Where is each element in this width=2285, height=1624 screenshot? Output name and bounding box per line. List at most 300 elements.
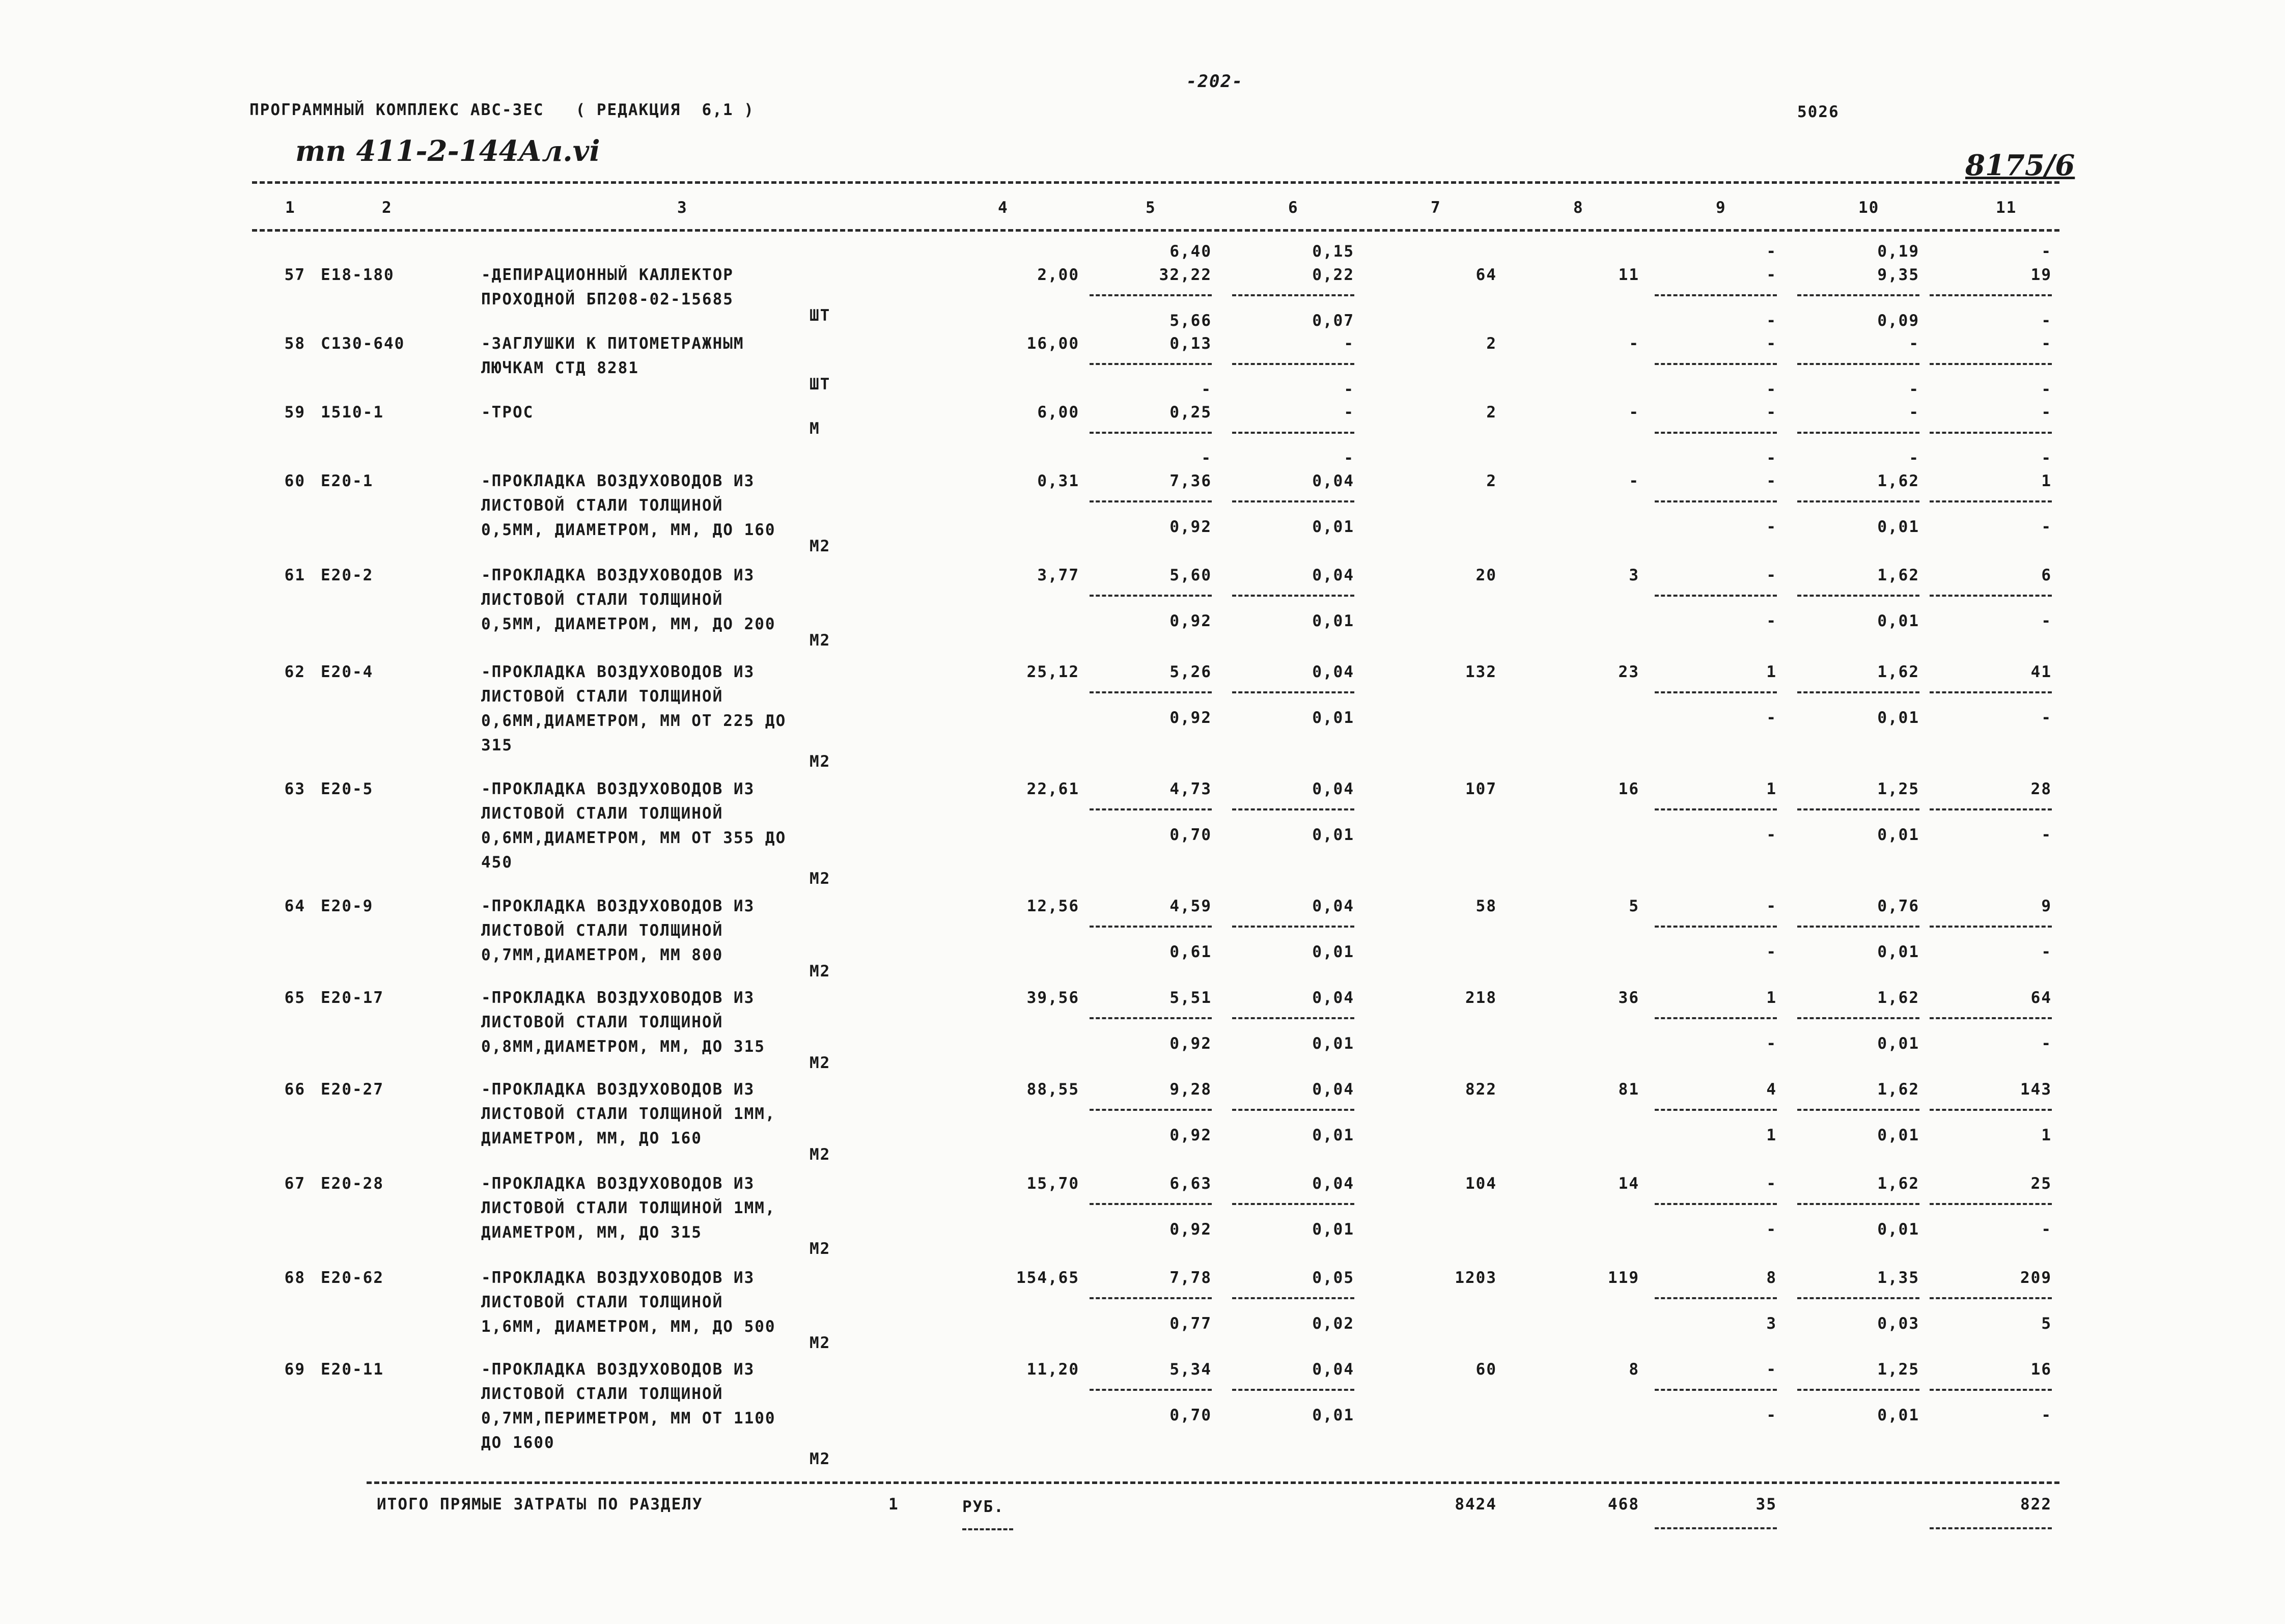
row-description-line: ЛИСТОВОЙ СТАЛИ ТОЛЩИНОЙ 1ММ, [481,1105,776,1123]
row-col6-main: 0,04 [1312,897,1354,915]
row-col11-main: 41 [2030,663,2052,681]
row-description-line: -ПРОКЛАДКА ВОЗДУХОВОДОВ ИЗ [481,1080,755,1099]
row-col5-rule [1090,595,1212,597]
row-col11-main: 25 [2030,1174,2052,1193]
row-col6-rule [1232,1017,1354,1019]
row-col6-main: 0,04 [1312,989,1354,1007]
row-description-line: -ПРОКЛАДКА ВОЗДУХОВОДОВ ИЗ [481,1269,755,1287]
row-col5-sub: 0,92 [1169,1034,1212,1053]
row-col11-rule [1930,808,2052,810]
total-col11: 822 [2020,1495,2052,1514]
row-col6-rule [1232,294,1354,296]
row-col9-main: - [1766,897,1777,915]
row-col7: 104 [1465,1174,1497,1193]
row-description-line: ЛИСТОВОЙ СТАЛИ ТОЛЩИНОЙ [481,591,723,609]
row-unit: ШТ [810,375,831,394]
row-col9-main: - [1766,266,1777,284]
row-col5-main: 32,22 [1159,266,1212,284]
row-col9-main: - [1766,334,1777,353]
row-col10-main: 1,62 [1877,472,1919,490]
row-col4: 16,00 [1026,334,1079,353]
row-col10-sub: 0,01 [1877,1126,1919,1144]
row-description-line: ЛИСТОВОЙ СТАЛИ ТОЛЩИНОЙ [481,921,723,940]
row-col6-rule [1232,1389,1354,1391]
row-col5-rule [1090,926,1212,928]
row-col11-main: 16 [2030,1360,2052,1379]
row-col6-rule [1232,808,1354,810]
row-number: 57 [284,266,305,284]
row-col10-main: 1,25 [1877,1360,1919,1379]
row-col8: 23 [1618,663,1639,681]
column-header-10: 10 [1858,199,1880,217]
row-col9-rule [1655,691,1777,693]
row-col6-main: 0,04 [1312,780,1354,798]
row-col11-rule [1930,926,2052,928]
row-col4: 22,61 [1026,780,1079,798]
row-col6-rule [1232,432,1354,434]
row-number: 65 [284,989,305,1007]
row-col10-main: 1,62 [1877,1174,1919,1193]
row-col11-rule [1930,1297,2052,1299]
row-col4: 88,55 [1026,1080,1079,1099]
row-col11-sub: - [2041,1406,2052,1424]
row-code: Е20-4 [321,663,374,681]
row-col9-main: - [1766,566,1777,584]
row-col11-main: - [2041,334,2052,353]
row-col5-rule [1090,1017,1212,1019]
row-unit: М2 [810,1334,831,1352]
row-col5-sub: 0,92 [1169,518,1212,536]
row-col9-sub: - [1766,449,1777,467]
row-col6-sub: 0,01 [1312,518,1354,536]
row-col6-rule [1232,595,1354,597]
row-col11-sub: - [2041,612,2052,630]
row-unit: М2 [810,870,831,888]
total-top-rule [367,1481,2059,1484]
row-col5-sub: - [1201,449,1212,467]
row-col7: 64 [1475,266,1497,284]
row-col11-rule [1930,691,2052,693]
column-header-2: 2 [382,199,393,217]
row-col5-rule [1090,1203,1212,1205]
currency-underline [962,1528,1013,1530]
row-unit: М2 [810,752,831,771]
row-col6-rule [1232,500,1354,502]
row-number: 60 [284,472,305,490]
row-col9-sub: - [1766,826,1777,844]
row-col10-sub: 0,01 [1877,943,1919,961]
row-col6-sub: 0,01 [1312,612,1354,630]
row-col6-sub: 0,02 [1312,1314,1354,1333]
row-col6-rule [1232,926,1354,928]
row-col10-sub: 0,01 [1877,612,1919,630]
column-header-9: 9 [1716,199,1726,217]
row-code: Е18-180 [321,266,395,284]
column-header-8: 8 [1573,199,1584,217]
row-col9-rule [1655,432,1777,434]
total-col8: 468 [1608,1495,1639,1514]
row-description-line: -ПРОКЛАДКА ВОЗДУХОВОДОВ ИЗ [481,897,755,915]
row-description-line: 0,5ММ, ДИАМЕТРОМ, ММ, ДО 200 [481,615,776,633]
row-col6-rule [1232,691,1354,693]
row-col10-sub: 0,01 [1877,709,1919,727]
row-col7: 60 [1475,1360,1497,1379]
row-description-line: -ПРОКЛАДКА ВОЗДУХОВОДОВ ИЗ [481,566,755,584]
row-col6-main: 0,04 [1312,566,1354,584]
row-unit: М2 [810,631,831,650]
row-description-line: 0,8ММ,ДИАМЕТРОМ, ММ, ДО 315 [481,1038,765,1056]
row-unit: М2 [810,962,831,981]
row-col11-main: 19 [2030,266,2052,284]
row-col8: 8 [1629,1360,1639,1379]
total-col7: 8424 [1455,1495,1497,1514]
row-col10-sub: 0,01 [1877,826,1919,844]
row-col9-main: 1 [1766,663,1777,681]
row-col10-rule [1797,1017,1919,1019]
row-col9-main: - [1766,403,1777,422]
row-col9-rule [1655,1109,1777,1111]
row-col4: 2,00 [1037,266,1079,284]
row-col5-sub: 0,92 [1169,612,1212,630]
row-number: 63 [284,780,305,798]
row-col11-rule [1930,1203,2052,1205]
row-col11-pre: - [2041,242,2052,261]
row-col5-rule [1090,808,1212,810]
row-number: 59 [284,403,305,422]
row-description-line: 0,6ММ,ДИАМЕТРОМ, ММ ОТ 225 ДО [481,712,787,730]
row-number: 67 [284,1174,305,1193]
row-col9-sub: - [1766,1406,1777,1424]
row-col6-sub: 0,01 [1312,943,1354,961]
sheet-code: 5026 [1797,103,1840,121]
column-header-11: 11 [1996,199,2017,217]
row-code: Е20-28 [321,1174,384,1193]
row-col8: 11 [1618,266,1639,284]
total-label: ИТОГО ПРЯМЫЕ ЗАТРАТЫ ПО РАЗДЕЛУ [377,1495,703,1514]
row-col5-rule [1090,1109,1212,1111]
row-col5-rule [1090,1389,1212,1391]
row-col5-sub: 0,70 [1169,826,1212,844]
row-col5-main: 7,78 [1169,1269,1212,1287]
row-col11-rule [1930,363,2052,365]
row-col10-rule [1797,808,1919,810]
row-col11-main: 143 [2020,1080,2052,1099]
row-col9-rule [1655,1297,1777,1299]
row-col11-sub: - [2041,709,2052,727]
row-col10-sub: 0,09 [1877,312,1919,330]
row-col9-main: - [1766,1360,1777,1379]
row-col4: 154,65 [1016,1269,1079,1287]
row-col5-main: 7,36 [1169,472,1212,490]
row-col10-main: 1,35 [1877,1269,1919,1287]
row-col5-main: 5,26 [1169,663,1212,681]
row-col6-sub: 0,01 [1312,1034,1354,1053]
row-col5-sub: 0,92 [1169,1220,1212,1239]
row-col6-sub: 0,01 [1312,709,1354,727]
row-col10-rule [1797,595,1919,597]
row-col8: - [1629,472,1639,490]
row-col8: - [1629,334,1639,353]
row-unit: М2 [810,1145,831,1164]
row-code: Е20-2 [321,566,374,584]
row-col6-main: 0,04 [1312,1174,1354,1193]
row-col10-sub: - [1909,449,1919,467]
row-col9-main: - [1766,472,1777,490]
row-col7: 20 [1475,566,1497,584]
row-description-line: 1,6ММ, ДИАМЕТРОМ, ММ, ДО 500 [481,1318,776,1336]
row-description-line: 450 [481,853,513,872]
row-description-line: -ПРОКЛАДКА ВОЗДУХОВОДОВ ИЗ [481,1360,755,1379]
row-col10-sub: - [1909,380,1919,399]
row-col9-rule [1655,595,1777,597]
row-col11-main: - [2041,403,2052,422]
row-code: С130-640 [321,334,405,353]
total-section: 1 [888,1495,899,1514]
header-top-rule [252,181,2059,184]
total-col9: 35 [1755,1495,1777,1514]
row-col5-main: 6,63 [1169,1174,1212,1193]
column-header-4: 4 [998,199,1009,217]
row-col11-rule [1930,595,2052,597]
row-col11-rule [1930,432,2052,434]
row-col5-rule [1090,1297,1212,1299]
row-col8: 3 [1629,566,1639,584]
row-description-line: ДО 1600 [481,1434,555,1452]
column-header-6: 6 [1288,199,1299,217]
row-col6-rule [1232,1297,1354,1299]
document-reference: тп 411-2-144Ал.vi [295,134,600,168]
row-col9-sub: - [1766,312,1777,330]
row-col6-main: 0,04 [1312,663,1354,681]
row-code: Е20-5 [321,780,374,798]
row-col7: 2 [1486,334,1497,353]
row-col7: 58 [1475,897,1497,915]
row-col6-rule [1232,1203,1354,1205]
row-col5-rule [1090,500,1212,502]
row-col10-rule [1797,294,1919,296]
row-col10-sub: 0,01 [1877,1034,1919,1053]
row-col11-sub: - [2041,380,2052,399]
row-col11-sub: - [2041,518,2052,536]
row-col6-sub: - [1344,380,1354,399]
row-col10-main: 0,76 [1877,897,1919,915]
row-description-line: ЛИСТОВОЙ СТАЛИ ТОЛЩИНОЙ [481,496,723,515]
row-col4: 3,77 [1037,566,1079,584]
row-col9-rule [1655,808,1777,810]
page-number: -202- [1186,71,1244,92]
row-code: Е20-9 [321,897,374,915]
row-col9-pre: - [1766,242,1777,261]
row-unit: М [810,419,820,438]
row-description-line: ЛИСТОВОЙ СТАЛИ ТОЛЩИНОЙ [481,687,723,706]
row-col9-sub: - [1766,380,1777,399]
row-col9-rule [1655,1203,1777,1205]
column-header-7: 7 [1431,199,1441,217]
row-code: Е20-62 [321,1269,384,1287]
row-description-line: 0,7ММ,ПЕРИМЕТРОМ, ММ ОТ 1100 [481,1409,776,1427]
program-title: ПРОГРАММНЫЙ КОМПЛЕКС АВС-ЗЕС ( РЕДАКЦИЯ 6,1 ) [249,101,755,119]
column-header-1: 1 [285,199,296,217]
row-col9-rule [1655,294,1777,296]
header-bottom-rule [252,229,2059,232]
row-col6-main: 0,04 [1312,1360,1354,1379]
row-col11-sub: - [2041,449,2052,467]
row-col6-sub: 0,01 [1312,1126,1354,1144]
row-code: Е20-17 [321,989,384,1007]
row-col4: 25,12 [1026,663,1079,681]
row-col6-sub: 0,07 [1312,312,1354,330]
row-col7: 132 [1465,663,1497,681]
row-col5-sub: 0,92 [1169,1126,1212,1144]
row-col9-sub: - [1766,943,1777,961]
row-col10-sub: 0,01 [1877,518,1919,536]
row-col9-sub: - [1766,1034,1777,1053]
row-col5-sub: 0,92 [1169,709,1212,727]
row-col11-main: 9 [2041,897,2052,915]
row-col8: 16 [1618,780,1639,798]
row-code: Е20-1 [321,472,374,490]
total-col11-rule [1930,1527,2052,1529]
row-col10-main: 1,62 [1877,566,1919,584]
row-description-line: -ПРОКЛАДКА ВОЗДУХОВОДОВ ИЗ [481,780,755,798]
row-col8: 36 [1618,989,1639,1007]
row-col10-sub: 0,01 [1877,1406,1919,1424]
row-col6-main: 0,05 [1312,1269,1354,1287]
row-col10-main: 1,62 [1877,1080,1919,1099]
row-col11-sub: 5 [2041,1314,2052,1333]
row-col6-main: 0,22 [1312,266,1354,284]
row-col9-sub: - [1766,1220,1777,1239]
row-description-line: -ПРОКЛАДКА ВОЗДУХОВОДОВ ИЗ [481,663,755,681]
row-col11-main: 64 [2030,989,2052,1007]
row-col11-rule [1930,294,2052,296]
row-col5-rule [1090,691,1212,693]
row-col10-main: 1,62 [1877,663,1919,681]
row-col4: 39,56 [1026,989,1079,1007]
row-col9-sub: - [1766,612,1777,630]
row-description-line: ПРОХОДНОЙ БП208-02-15685 [481,290,734,309]
row-col11-sub: - [2041,826,2052,844]
row-col5-sub: 0,77 [1169,1314,1212,1333]
row-number: 62 [284,663,305,681]
row-col5-main: 4,73 [1169,780,1212,798]
row-col11-sub: - [2041,1220,2052,1239]
row-col5-sub: 0,61 [1169,943,1212,961]
row-col7: 822 [1465,1080,1497,1099]
row-col10-main: 1,25 [1877,780,1919,798]
row-code: Е20-11 [321,1360,384,1379]
row-col10-rule [1797,1297,1919,1299]
row-col6-pre: 0,15 [1312,242,1354,261]
row-col10-rule [1797,691,1919,693]
row-col5-main: 5,51 [1169,989,1212,1007]
row-unit: ШТ [810,306,831,325]
row-col5-main: 4,59 [1169,897,1212,915]
row-col5-rule [1090,432,1212,434]
total-col9-rule [1655,1527,1777,1529]
row-col8: 81 [1618,1080,1639,1099]
row-description-line: -ДЕПИРАЦИОННЫЙ КАЛЛЕКТОР [481,266,734,284]
row-number: 66 [284,1080,305,1099]
row-description-line: ЛИСТОВОЙ СТАЛИ ТОЛЩИНОЙ [481,1293,723,1311]
row-col11-rule [1930,1017,2052,1019]
row-col5-sub: 5,66 [1169,312,1212,330]
row-col10-rule [1797,1109,1919,1111]
row-col11-main: 6 [2041,566,2052,584]
row-col11-rule [1930,1389,2052,1391]
row-col6-rule [1232,363,1354,365]
row-unit: М2 [810,1450,831,1468]
row-description-line: ЛИСТОВОЙ СТАЛИ ТОЛЩИНОЙ 1ММ, [481,1199,776,1217]
row-description-line: ДИАМЕТРОМ, ММ, ДО 160 [481,1129,702,1147]
row-col10-rule [1797,432,1919,434]
row-col6-main: - [1344,334,1354,353]
row-description-line: 315 [481,736,513,754]
row-col6-sub: 0,01 [1312,1406,1354,1424]
row-col4: 6,00 [1037,403,1079,422]
row-col5-main: 0,13 [1169,334,1212,353]
row-col5-rule [1090,363,1212,365]
row-number: 64 [284,897,305,915]
row-col11-main: 209 [2020,1269,2052,1287]
row-col6-main: 0,04 [1312,1080,1354,1099]
row-unit: М2 [810,537,831,555]
row-col10-main: 1,62 [1877,989,1919,1007]
row-col9-sub: - [1766,518,1777,536]
row-col9-rule [1655,363,1777,365]
row-col4: 11,20 [1026,1360,1079,1379]
row-col9-sub: - [1766,709,1777,727]
row-col4: 12,56 [1026,897,1079,915]
row-col11-rule [1930,500,2052,502]
row-col10-rule [1797,1203,1919,1205]
row-col10-sub: 0,01 [1877,1220,1919,1239]
row-col9-sub: 1 [1766,1126,1777,1144]
row-col5-sub: 0,70 [1169,1406,1212,1424]
row-col6-sub: 0,01 [1312,1220,1354,1239]
row-col11-rule [1930,1109,2052,1111]
row-col8: 14 [1618,1174,1639,1193]
row-col11-sub: - [2041,943,2052,961]
row-unit: М2 [810,1240,831,1258]
row-col11-main: 1 [2041,472,2052,490]
row-col8: 119 [1608,1269,1639,1287]
row-description-line: ЛЮЧКАМ СТД 8281 [481,359,639,377]
row-col11-main: 28 [2030,780,2052,798]
row-col5-main: 5,60 [1169,566,1212,584]
row-description-line: -ПРОКЛАДКА ВОЗДУХОВОДОВ ИЗ [481,472,755,490]
row-col9-main: - [1766,1174,1777,1193]
row-col9-rule [1655,1017,1777,1019]
row-col6-main: - [1344,403,1354,422]
row-col8: 5 [1629,897,1639,915]
row-code: 1510-1 [321,403,384,422]
row-col5-main: 0,25 [1169,403,1212,422]
row-description-line: ДИАМЕТРОМ, ММ, ДО 315 [481,1223,702,1242]
row-description-line: ЛИСТОВОЙ СТАЛИ ТОЛЩИНОЙ [481,1385,723,1403]
row-col10-rule [1797,500,1919,502]
row-number: 61 [284,566,305,584]
handwritten-stamp: 8175/6 [1965,149,2075,182]
row-description-line: 0,6ММ,ДИАМЕТРОМ, ММ ОТ 355 ДО [481,829,787,847]
row-description-line: -ПРОКЛАДКА ВОЗДУХОВОДОВ ИЗ [481,1174,755,1193]
row-col6-sub: 0,01 [1312,826,1354,844]
row-col10-main: 9,35 [1877,266,1919,284]
row-number: 68 [284,1269,305,1287]
total-currency: РУБ. [962,1498,1005,1516]
row-col10-pre: 0,19 [1877,242,1919,261]
row-unit: М2 [810,1054,831,1072]
